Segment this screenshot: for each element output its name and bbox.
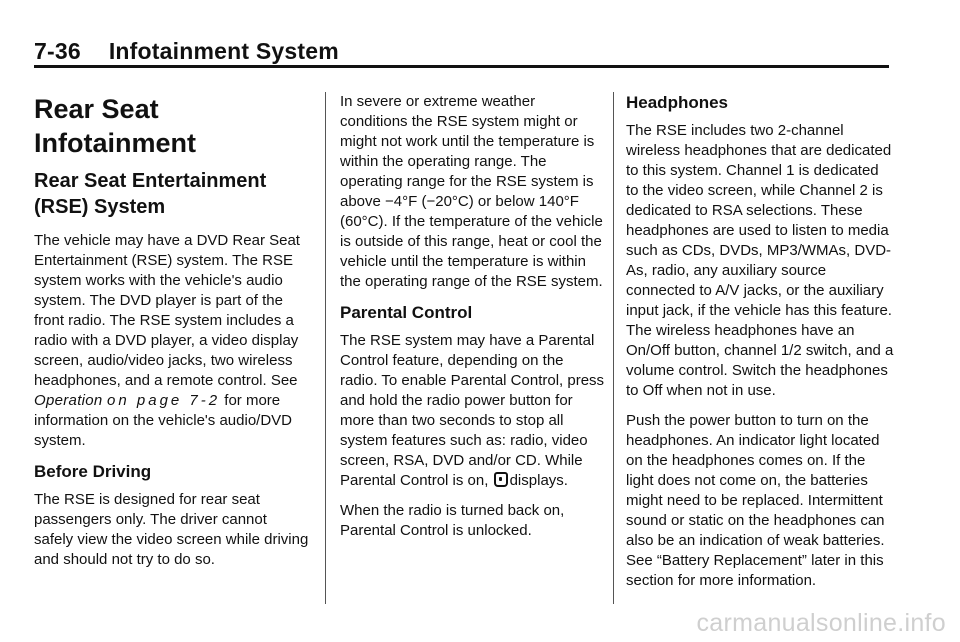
parental-control-paragraph: The RSE system may have a Parental Control feature, depending on the radio. To enable Parental Control, press and hold the radio power button for more than two seconds to stop all system features such as: radio, video screen, RSA, DVD and/or CD. While Parental Control is on, displays. <box>340 332 605 489</box>
heading-headphones: Headphones <box>626 93 729 112</box>
heading-before-driving: Before Driving <box>34 462 152 481</box>
column-divider-1 <box>325 92 326 604</box>
header-rule <box>34 65 889 68</box>
rse-intro-paragraph: The vehicle may have a DVD Rear Seat Entertainment (RSE) system. The RSE system works with the vehicle's audio system. The DVD player is part of the front radio. The RSE system includes a radio with a DVD player, a video display screen, audio/video jacks, two wireless headphones, and a remote control. See Operation on page 7-2 for more information on the vehicle's audio/DVD system. <box>34 232 300 449</box>
chapter-title: Rear Seat Infotainment <box>34 94 196 158</box>
lock-icon <box>494 472 508 487</box>
column-divider-2 <box>613 92 614 604</box>
parental-unlock-paragraph: When the radio is turned back on, Parental Control is unlocked. <box>340 502 565 539</box>
column-1 <box>34 92 310 580</box>
before-driving-paragraph: The RSE is designed for rear seat passengers only. The driver cannot safely view the video screen while driving and should not try to do so. <box>34 491 309 568</box>
temperature-paragraph: In severe or extreme weather conditions the RSE system might or might not work until the temperature is within the operating range. The operating range for the RSE system is above −4°F (−20°C) or below 140°F (60°C). If the temperature of the vehicle is outside of this range, heat or cool the vehicle until the temperature is within the operating range of the RSE system. <box>340 93 603 290</box>
section-title: Infotainment System <box>108 38 339 64</box>
section-heading-rse: Rear Seat Entertainment (RSE) System <box>34 170 267 218</box>
headphones-paragraph: The RSE includes two 2-channel wireless headphones that are dedicated to this system. Channel 1 is dedicated to the video screen, while Channel 2 is dedicated to RSA selections. These headphones are used to listen to media such as CDs, DVDs, MP3/WMAs, DVD-As, radio, any auxiliary source connected to A/V jacks, or the auxiliary input jack, if the vehicle has this feature. The wireless headphones have an On/Off button, channel 1/2 switch, and a volume control. Switch the headphones to Off when not in use. <box>626 122 894 399</box>
headphones-power-paragraph: Push the power button to turn on the headphones. An indicator light located on the headphones comes on. If the light does not come on, the batteries might need to be replaced. Intermittent sound or static on the headphones can also be an indication of weak batteries. See “Battery Replacement” later in this section for more information. <box>626 412 885 589</box>
column-2 <box>340 92 605 551</box>
heading-parental-control: Parental Control <box>340 303 473 322</box>
operation-cross-reference[interactable]: Operation on page 7-2 <box>34 392 221 409</box>
column-3 <box>626 92 894 601</box>
page-number: 7-36 <box>34 38 81 64</box>
watermark: carmanualsonline.info <box>696 609 946 637</box>
page-header <box>34 38 339 65</box>
